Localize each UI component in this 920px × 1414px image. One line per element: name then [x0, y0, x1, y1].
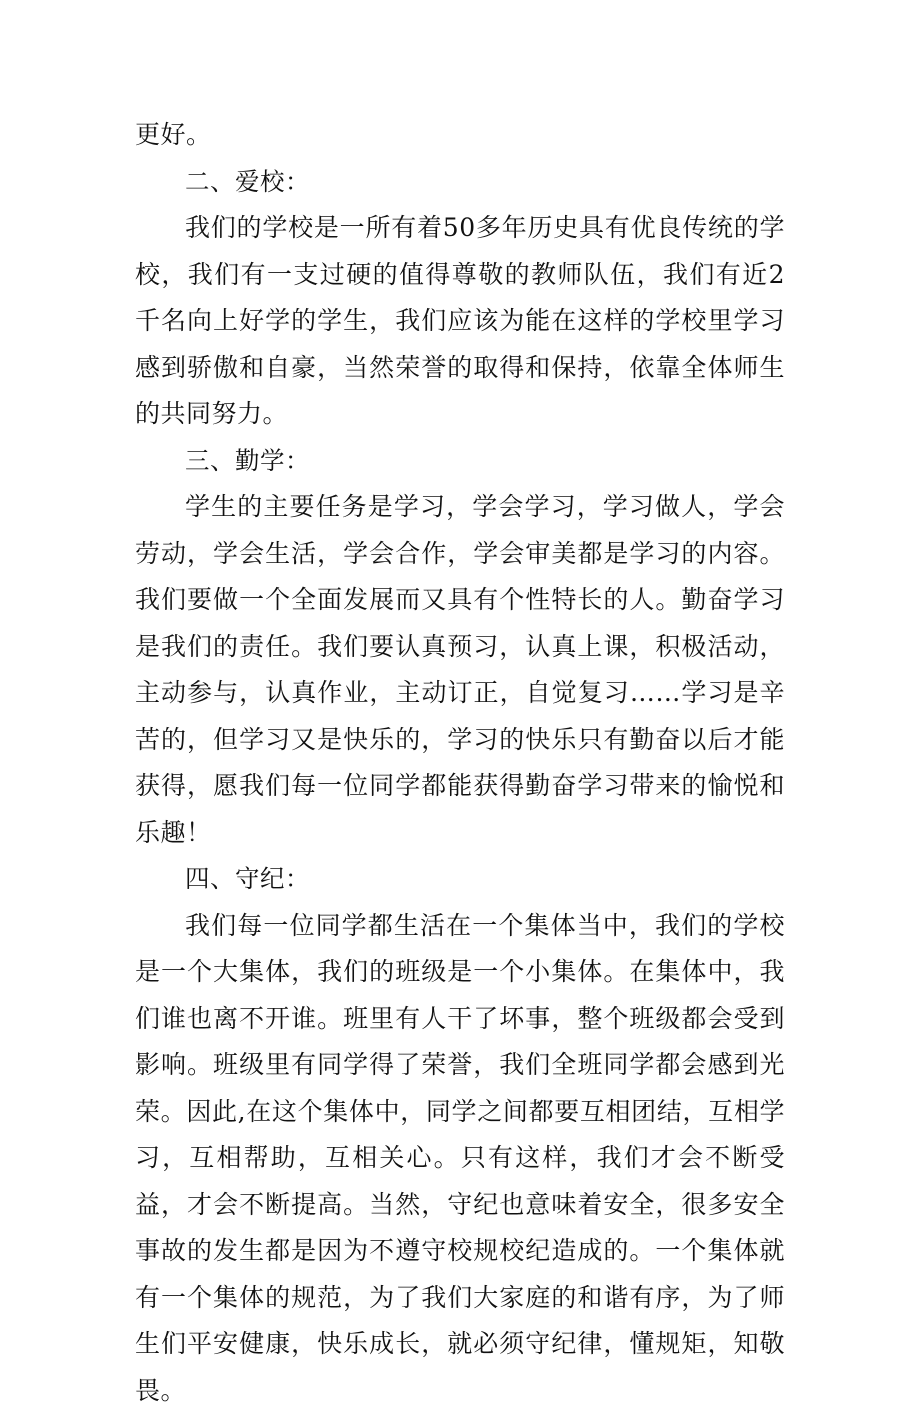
- paragraph-continuation: 更好。: [135, 112, 785, 159]
- document-body: [135, 112, 785, 1414]
- section-heading-discipline: 四、守纪：: [135, 856, 785, 903]
- section-heading-diligent-study: 三、勤学：: [135, 438, 785, 485]
- section-heading-love-school: 二、爱校：: [135, 159, 785, 206]
- paragraph-love-school: 我们的学校是一所有着50多年历史具有优良传统的学校，我们有一支过硬的值得尊敬的教师队伍，我们有近2千名向上好学的学生，我们应该为能在这样的学校里学习感到骄傲和自豪，当然荣誉的取得和保持，依靠全体师生的共同努力。: [135, 205, 785, 438]
- paragraph-diligent-study: 学生的主要任务是学习，学会学习，学习做人，学会劳动，学会生活，学会合作，学会审美都是学习的内容。我们要做一个全面发展而又具有个性特长的人。勤奋学习是我们的责任。我们要认真预习，认真上课，积极活动，主动参与，认真作业，主动订正，自觉复习……学习是辛苦的，但学习又是快乐的，学习的快乐只有勤奋以后才能获得，愿我们每一位同学都能获得勤奋学习带来的愉悦和乐趣！: [135, 484, 785, 856]
- paragraph-discipline: 我们每一位同学都生活在一个集体当中，我们的学校是一个大集体，我们的班级是一个小集体。在集体中，我们谁也离不开谁。班里有人干了坏事，整个班级都会受到影响。班级里有同学得了荣誉，我们全班同学都会感到光荣。因此,在这个集体中，同学之间都要互相团结，互相学习，互相帮助，互相关心。只有这样，我们才会不断受益，才会不断提高。当然，守纪也意味着安全，很多安全事故的发生都是因为不遵守校规校纪造成的。一个集体就有一个集体的规范，为了我们大家庭的和谐有序，为了师生们平安健康，快乐成长，就必须守纪律，懂规矩，知敬畏。: [135, 903, 785, 1414]
